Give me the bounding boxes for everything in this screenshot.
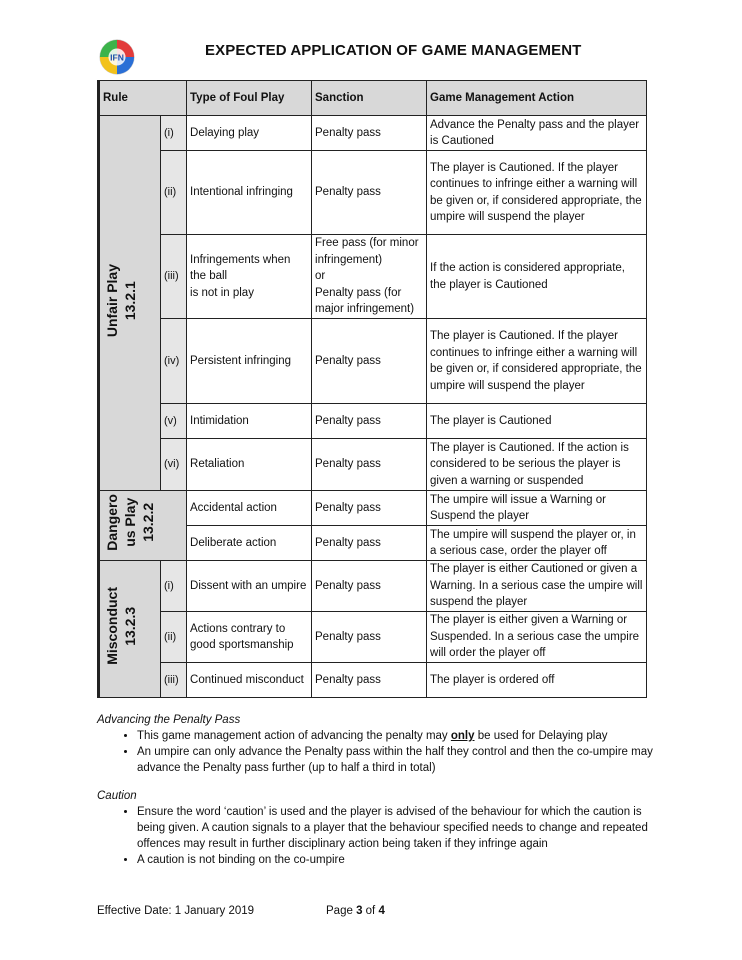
- game-action: Advance the Penalty pass and the player is Cautioned: [427, 116, 647, 151]
- row-number: (iv): [161, 319, 187, 404]
- row-number: (iii): [161, 663, 187, 698]
- sanction: Penalty pass: [312, 116, 427, 151]
- header-rule: Rule: [99, 81, 187, 116]
- notes-section: [97, 712, 657, 868]
- foul-type: Intentional infringing: [187, 151, 312, 235]
- table-row: [99, 235, 647, 319]
- foul-type: Persistent infringing: [187, 319, 312, 404]
- row-number: (iii): [161, 235, 187, 319]
- table-row: [99, 561, 647, 612]
- header-action: Game Management Action: [427, 81, 647, 116]
- page-number: Page 3 of 4: [326, 905, 385, 917]
- table-header-row: [99, 81, 647, 116]
- foul-type: Delaying play: [187, 116, 312, 151]
- row-number: (v): [161, 404, 187, 439]
- effective-date: Effective Date: 1 January 2019: [97, 905, 255, 917]
- game-action: The player is ordered off: [427, 663, 647, 698]
- header-type: Type of Foul Play: [187, 81, 312, 116]
- caution-list: [97, 804, 657, 868]
- sanction: Free pass (for minor infringement) or Penalty pass (for major infringement): [312, 235, 427, 319]
- game-action: The umpire will issue a Warning or Suspend the player: [427, 491, 647, 526]
- foul-type: Actions contrary to good sportsmanship: [187, 612, 312, 663]
- foul-type: Continued misconduct: [187, 663, 312, 698]
- table-row: [99, 439, 647, 491]
- section-dangerous-play: Dangero us Play 13.2.2: [99, 491, 187, 561]
- header-sanction: Sanction: [312, 81, 427, 116]
- sanction: Penalty pass: [312, 151, 427, 235]
- sanction: Penalty pass: [312, 439, 427, 491]
- table-row: [99, 151, 647, 235]
- foul-type: Infringements when the ball is not in play: [187, 235, 312, 319]
- table-row: [99, 663, 647, 698]
- game-management-table: [97, 80, 647, 698]
- section-misconduct: Misconduct 13.2.3: [99, 561, 161, 698]
- sanction: Penalty pass: [312, 612, 427, 663]
- game-action: The player is either Cautioned or given a Warning. In a serious case the umpire will suspend the player: [427, 561, 647, 612]
- game-action: The player is either given a Warning or Suspended. In a serious case the umpire will order the player off: [427, 612, 647, 663]
- game-action: If the action is considered appropriate, the player is Cautioned: [427, 235, 647, 319]
- foul-type: Accidental action: [187, 491, 312, 526]
- sanction: Penalty pass: [312, 561, 427, 612]
- row-number: (i): [161, 561, 187, 612]
- table-row: [99, 491, 647, 526]
- foul-type: Intimidation: [187, 404, 312, 439]
- page-title: EXPECTED APPLICATION OF GAME MANAGEMENT: [205, 42, 582, 59]
- game-action: The player is Cautioned. If the player continues to infringe either a warning will be given or, if considered appropriate, the umpire will suspend the player: [427, 151, 647, 235]
- sanction: Penalty pass: [312, 319, 427, 404]
- foul-type: Retaliation: [187, 439, 312, 491]
- sanction: Penalty pass: [312, 526, 427, 561]
- list-item: • A caution is not binding on the co-umpire: [137, 852, 657, 868]
- list-item: • Ensure the word ‘caution’ is used and the player is advised of the behaviour for which the caution is being given. A caution signals to a player that the behaviour specified needs to change and repeated offences may result in further disciplinary action being taken if they infringe again: [137, 804, 657, 852]
- sanction: Penalty pass: [312, 491, 427, 526]
- list-item: • This game management action of advancing the penalty may only be used for Delaying play: [137, 728, 657, 744]
- row-number: (ii): [161, 151, 187, 235]
- sanction: Penalty pass: [312, 663, 427, 698]
- foul-type: Deliberate action: [187, 526, 312, 561]
- row-number: (i): [161, 116, 187, 151]
- table-row: [99, 612, 647, 663]
- game-action: The player is Cautioned: [427, 404, 647, 439]
- caution-heading: Caution: [97, 790, 137, 802]
- foul-type: Dissent with an umpire: [187, 561, 312, 612]
- table-row: [99, 319, 647, 404]
- svg-text:IFN: IFN: [110, 52, 124, 63]
- game-action: The umpire will suspend the player or, in a serious case, order the player off: [427, 526, 647, 561]
- list-item: • An umpire can only advance the Penalty pass within the half they control and then the co-umpire may advance the Penalty pass further (up to half a third in total): [137, 744, 657, 776]
- table-row: [99, 116, 647, 151]
- ifn-logo: [98, 38, 136, 76]
- advancing-heading: Advancing the Penalty Pass: [97, 714, 241, 726]
- row-number: (vi): [161, 439, 187, 491]
- advancing-list: [97, 728, 657, 776]
- row-number: (ii): [161, 612, 187, 663]
- sanction: Penalty pass: [312, 404, 427, 439]
- game-action: The player is Cautioned. If the action is considered to be serious the player is given a warning or suspended: [427, 439, 647, 491]
- table-row: [99, 404, 647, 439]
- game-action: The player is Cautioned. If the player continues to infringe either a warning will be given or, if considered appropriate, the umpire will suspend the player: [427, 319, 647, 404]
- section-unfair-play: Unfair Play 13.2.1: [99, 116, 161, 491]
